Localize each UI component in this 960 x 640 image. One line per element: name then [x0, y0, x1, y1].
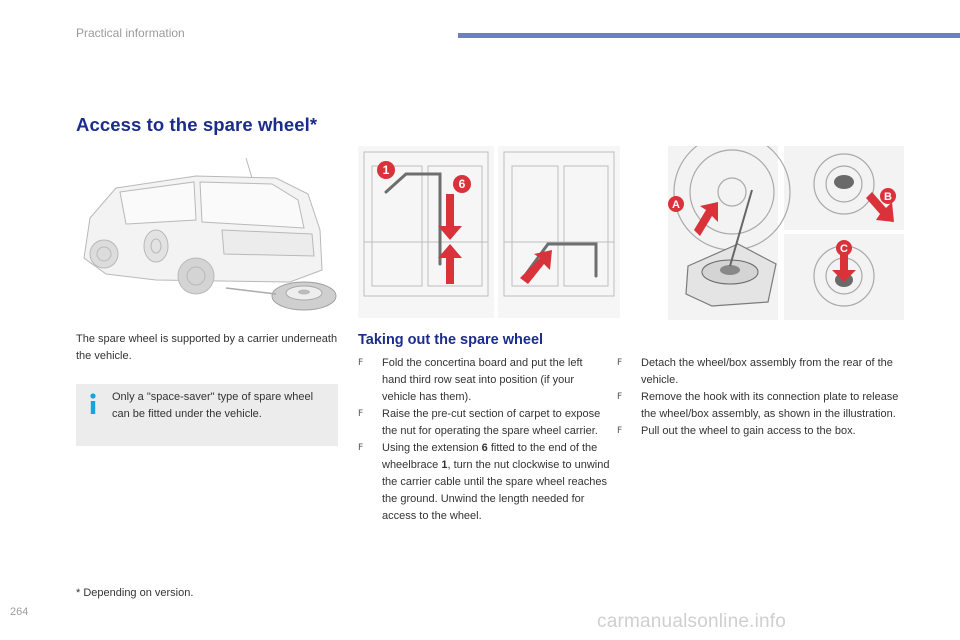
bullet-icon: F [358, 443, 364, 453]
list-item [617, 423, 907, 440]
bullet-icon: F [617, 392, 623, 402]
steps-list-left [358, 355, 610, 525]
watermark: carmanualsonline.info [597, 611, 787, 632]
list-item [617, 355, 907, 389]
page-number: 264 [10, 606, 29, 618]
callout-c: C [840, 243, 848, 255]
info-box [76, 384, 338, 446]
step-text: Remove the hook with its connection plate to release the wheel/box assembly, as shown in the illustration. [641, 391, 899, 420]
callout-1: 1 [382, 163, 390, 177]
bullet-icon: F [617, 358, 623, 368]
callout-b: B [884, 191, 892, 203]
step-text: Raise the pre-cut section of carpet to expose the nut for operating the spare wheel carrier. [382, 408, 601, 437]
callout-a: A [672, 199, 680, 211]
step-text: fitted to the end of the wheelbrace [382, 442, 598, 471]
bullet-icon: F [358, 409, 364, 419]
list-item [358, 355, 610, 406]
callout-6: 6 [458, 177, 466, 191]
step-text: Detach the wheel/box assembly from the rear of the vehicle. [641, 357, 893, 386]
carrier-paragraph: The spare wheel is supported by a carrier underneath the vehicle. [76, 333, 338, 362]
step-ref-number: 6 [481, 442, 488, 454]
section-label: Practical information [76, 26, 185, 40]
step-ref-number: 1 [441, 459, 448, 471]
step-text: Pull out the wheel to gain access to the box. [641, 425, 856, 437]
step-text: Fold the concertina board and put the left hand third row seat into position (if your vehicle has them). [382, 357, 583, 403]
bullet-icon: F [617, 426, 623, 436]
step-text: , turn the nut clockwise to unwind the carrier cable until the spare wheel reaches the ground. Unwind the length needed for access to the wheel. [382, 459, 610, 522]
info-icon [88, 393, 98, 415]
wheel-box-assembly-illustration [668, 146, 904, 320]
car-spare-wheel-illustration [76, 150, 338, 318]
bullet-icon: F [358, 358, 364, 368]
step-text: Using the extension [382, 442, 482, 454]
info-text: Only a "space-saver" type of spare wheel can be fitted under the vehicle. [112, 391, 314, 420]
header-bar [458, 33, 960, 38]
boot-wheelbrace-illustration [358, 146, 620, 318]
steps-list-right [617, 355, 907, 440]
list-item [358, 406, 610, 440]
list-item [358, 440, 610, 525]
list-item [617, 389, 907, 423]
page-title: Access to the spare wheel* [76, 114, 318, 135]
footnote: * Depending on version. [76, 587, 194, 599]
section-subtitle: Taking out the spare wheel [358, 332, 544, 348]
